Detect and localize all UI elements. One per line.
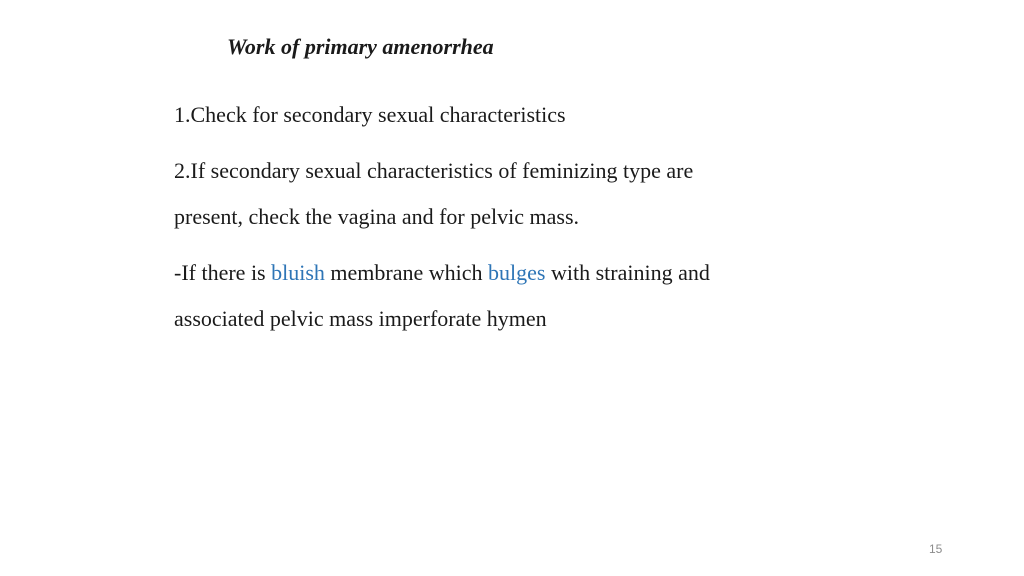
highlight-bulges: bulges xyxy=(488,260,546,285)
item-feminizing-characteristics xyxy=(174,148,874,240)
imperforate-text-part-3: with straining and xyxy=(545,260,710,285)
item-feminizing-line-1: 2.If secondary sexual characteristics of feminizing type are xyxy=(174,158,694,183)
imperforate-text-part-1: -If there is xyxy=(174,260,272,285)
item-feminizing-line-2: present, check the vagina and for pelvic mass. xyxy=(174,204,580,229)
highlight-bluish: bluish xyxy=(271,260,325,285)
item-imperforate-hymen xyxy=(174,250,874,342)
slide-title: Work of primary amenorrhea xyxy=(227,34,494,59)
slide-body xyxy=(174,92,874,342)
imperforate-text-part-2: membrane which xyxy=(324,260,489,285)
imperforate-line-2: associated pelvic mass imperforate hymen xyxy=(174,306,547,331)
item-check-secondary-characteristics: 1.Check for secondary sexual characteristics xyxy=(174,102,566,127)
page-number: 15 xyxy=(929,542,943,556)
